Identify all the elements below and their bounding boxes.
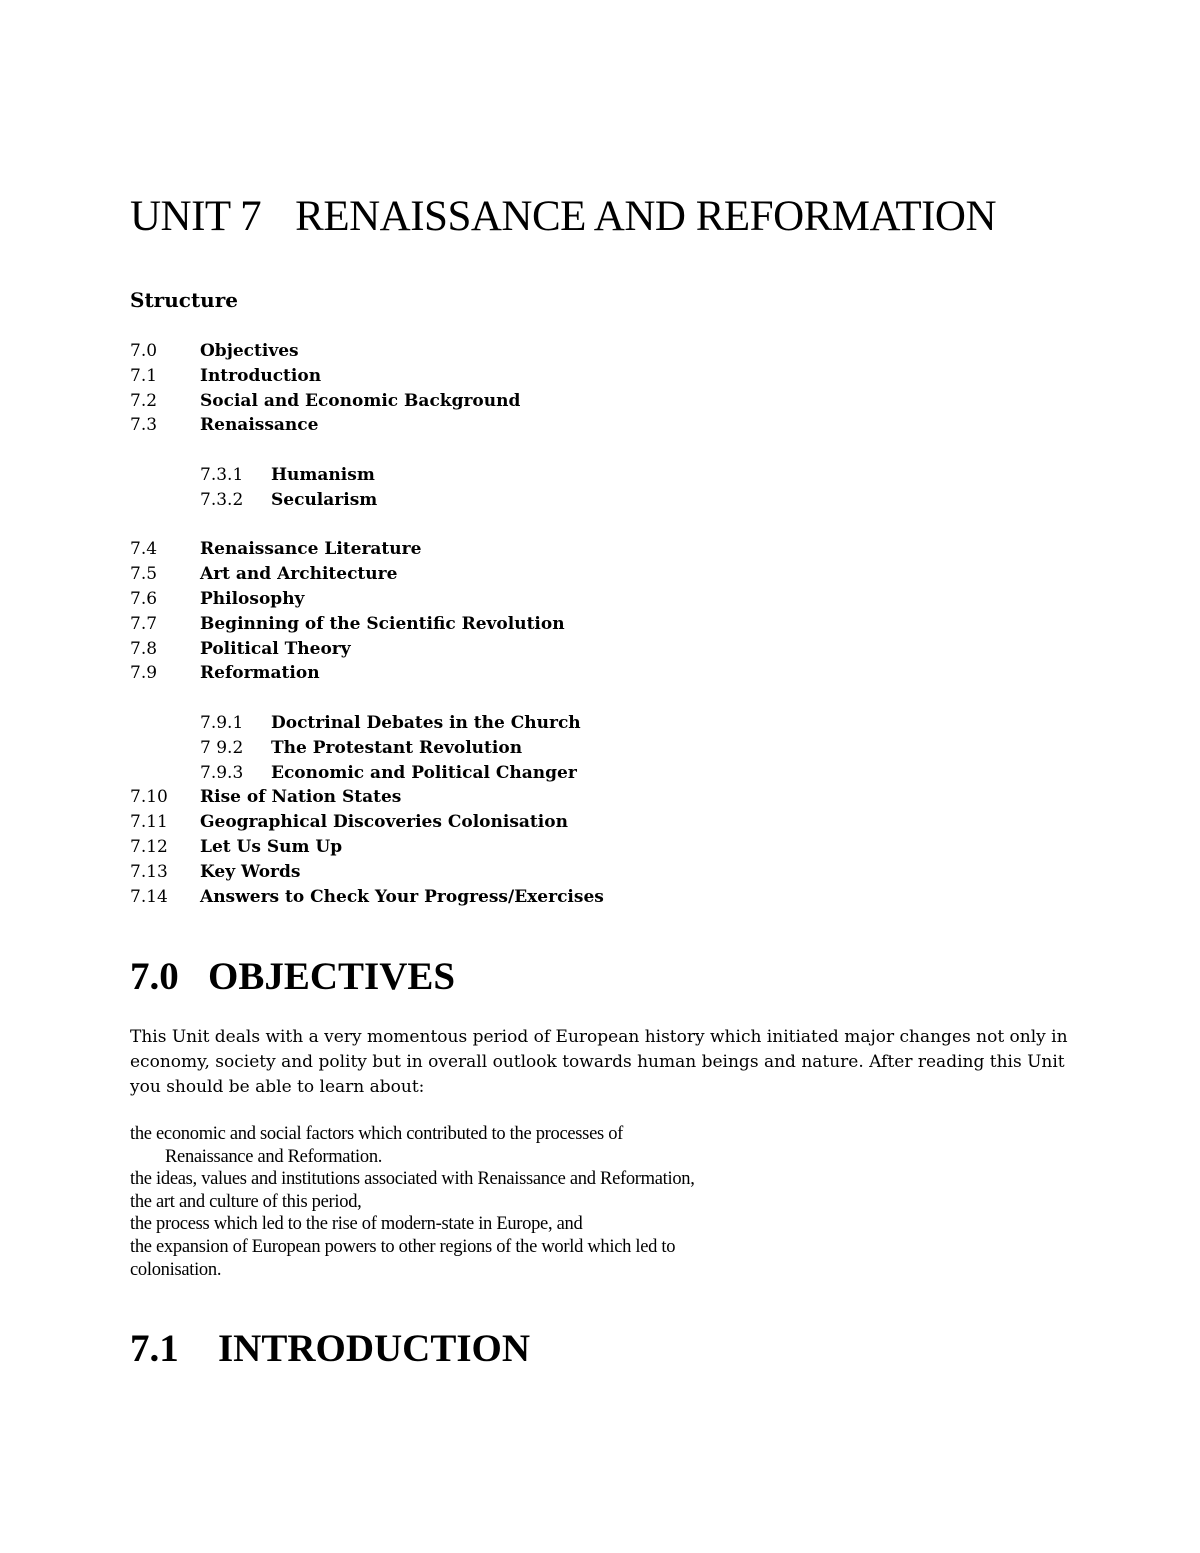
toc-item: 7.9 Reformation bbox=[130, 663, 320, 684]
toc-item: 7.0 Objectives bbox=[130, 341, 299, 361]
toc-subitem: 7.3.2 Secularism bbox=[200, 489, 378, 510]
section-number: 7.1 bbox=[130, 1327, 179, 1370]
toc-item: 7.10 Rise of Nation States bbox=[130, 787, 402, 808]
objective-line: the process which led to the rise of modern-state in Europe, and bbox=[130, 1214, 583, 1235]
objective-line: the economic and social factors which contributed to the processes of bbox=[130, 1124, 624, 1144]
toc-item: 7.7 Beginning of the Scientific Revolution bbox=[130, 613, 565, 634]
toc-subitem: 7.9.3 Economic and Political Changer bbox=[200, 762, 577, 783]
structure-list bbox=[130, 339, 604, 909]
toc-item: 7.14 Answers to Check Your Progress/Exercises bbox=[130, 886, 604, 907]
section-title: INTRODUCTION bbox=[218, 1327, 531, 1370]
section-number: 7.0 bbox=[130, 955, 179, 998]
objectives-heading bbox=[130, 954, 455, 999]
structure-heading: Structure bbox=[130, 288, 238, 312]
toc-item: 7.6 Philosophy bbox=[130, 588, 305, 609]
toc-item: 7.3 Renaissance bbox=[130, 415, 319, 436]
objective-line: the art and culture of this period, bbox=[130, 1191, 362, 1212]
toc-item: 7.2 Social and Economic Background bbox=[130, 390, 521, 411]
toc-spacer bbox=[130, 686, 604, 711]
unit-title bbox=[130, 192, 996, 241]
toc-item: 7.4 Renaissance Literature bbox=[130, 539, 422, 560]
toc-subitem: 7.3.1 Humanism bbox=[200, 464, 375, 485]
objective-line: colonisation. bbox=[130, 1259, 222, 1280]
introduction-heading bbox=[130, 1326, 530, 1371]
objectives-paragraph: This Unit deals with a very momentous period of European history which initiated major changes not only in economy, society and polity but in overall outlook towards human beings and nature. After reading this Unit you should be able to learn about: bbox=[130, 1027, 1068, 1097]
toc-item: 7.13 Key Words bbox=[130, 861, 301, 882]
toc-subitem: 7.9.1 Doctrinal Debates in the Church bbox=[200, 712, 581, 733]
toc-item: 7.12 Let Us Sum Up bbox=[130, 836, 343, 857]
objective-line: the expansion of European powers to other regions of the world which led to bbox=[130, 1236, 676, 1257]
unit-title-text: RENAISSANCE AND REFORMATION bbox=[295, 193, 997, 240]
objective-line: Renaissance and Reformation. bbox=[165, 1146, 383, 1167]
section-title: OBJECTIVES bbox=[208, 955, 456, 998]
toc-item: 7.11 Geographical Discoveries Colonisation bbox=[130, 812, 568, 833]
toc-item: 7.1 Introduction bbox=[130, 365, 322, 386]
toc-item: 7.5 Art and Architecture bbox=[130, 564, 398, 585]
toc-spacer bbox=[130, 438, 604, 463]
toc-spacer bbox=[130, 513, 604, 538]
unit-number: UNIT 7 bbox=[130, 193, 262, 240]
objectives-list bbox=[130, 1123, 695, 1281]
toc-subitem: 7 9.2 The Protestant Revolution bbox=[200, 737, 523, 758]
objective-line: the ideas, values and institutions associated with Renaissance and Reformation, bbox=[130, 1169, 695, 1190]
toc-item: 7.8 Political Theory bbox=[130, 638, 351, 659]
